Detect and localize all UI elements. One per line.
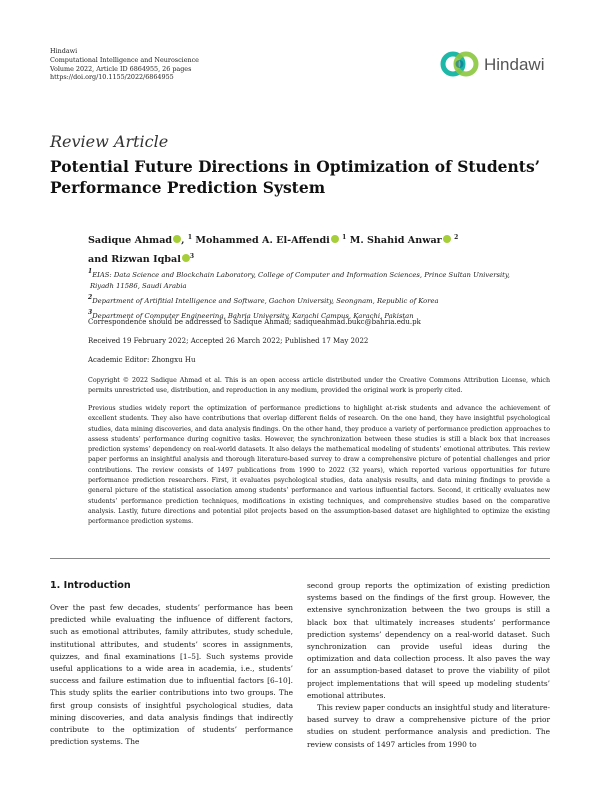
body-paragraph: second group reports the optimization of existing prediction systems based on the findings of the first group. However, the extensive synchronization between the two groups is still a black box that ultimately increases students’ performance prediction systems’ dependency on a real-world dataset. Such synchronization can provide useful ideas during the optimization and data collection process. It also paves the way for an assumption-based dataset to prove the viability of pilot project implementations that will speed up modeling students’ emotional attributes.	[307, 581, 550, 700]
article-title: Potential Future Directions in Optimization of Students’ Performance Prediction System	[50, 157, 541, 197]
article-type: Review Article	[50, 132, 169, 151]
body-column-left	[50, 580, 293, 748]
author-separator: ,	[181, 235, 188, 246]
affil-sup: 2	[88, 294, 93, 301]
affiliation-1	[88, 266, 558, 281]
affiliations	[88, 266, 558, 322]
section-divider	[50, 558, 550, 559]
author-name[interactable]: Mohammed A. El-Affendi	[195, 235, 330, 246]
author-name[interactable]: M. Shahid Anwar	[349, 235, 442, 246]
affiliation-1-cont: Riyadh 11586, Saudi Arabia	[90, 282, 187, 290]
doi-link[interactable]: https://doi.org/10.1155/2022/6864955	[50, 73, 174, 82]
journal-name: Computational Intelligence and Neuroscience	[50, 55, 199, 64]
publisher-name: Hindawi	[50, 47, 78, 55]
correspondence: Correspondence should be addressed to Sadique Ahmad; sadiqueahmad.bukc@bahria.edu.pk	[88, 318, 421, 326]
body-paragraph: Over the past few decades, students’ performance has been predicted while evaluating the influence of different factors, such as emotional attributes, family attributes, study schedule, institutional attributes, and students’ scores in assignments, quizzes, and final examinations [1–5]. Such systems provide useful applications to a wide area in academia, i.e., students’ success and failure estimation due to influential factors [6–10]. This study splits the earlier contributions into two groups. The first group consists of insightful psychological studies, data mining discoveries, and data analysis findings that indirectly contribute to the optimization of students’ performance prediction systems. The	[50, 603, 293, 747]
author-affil-sup: 1	[342, 234, 347, 241]
body-column-right	[307, 580, 550, 751]
academic-editor: Academic Editor: Zhongxu Hu	[88, 356, 196, 364]
copyright-notice: Copyright © 2022 Sadique Ahmad et al. This is an open access article distributed under the Creative Commons Attribution License, which permits unrestricted use, distribution, and reproduction in any medium, provided the original work is properly cited.	[88, 377, 550, 394]
affil-text: Department of Artifitial Intelligence and Software, Gachon University, Seongnam, Republic of Korea	[92, 297, 439, 305]
orcid-icon[interactable]	[173, 235, 181, 243]
author-list	[88, 230, 558, 268]
author-name[interactable]: Sadique Ahmad	[88, 235, 173, 246]
volume-line: Volume 2022, Article ID 6864955, 26 pages	[50, 64, 192, 73]
abstract: Previous studies widely report the optimization of performance predictions to highlight at-risk students and advance the achievement of excellent students. They also have contributions that overlap different fields of research. On the one hand, they have insightful psychological studies, data mining discoveries, and data analysis findings. On the other hand, they produce a variety of performance prediction approaches to assess students’ performance during cognitive tasks. However, the synchronization between these studies is still a black box that increases prediction systems’ dependency on real-world datasets. It also delays the mathematical modeling of students’ emotional attributes. This review paper performs an insightful analysis and thorough literature-based survey to draw a comprehensive picture of potential challenges and prior contributions. The review consists of 1497 publications from 1990 to 2022 (32 years), which reported various opportunities for future performance prediction researchers. First, it evaluates psychological studies, data analysis results, and data mining findings to provide a general picture of the statistical association among students’ performance and various influential factors. Second, it critically evaluates new students’ performance prediction techniques, modifications in existing techniques, and comprehensive studies based on the comparative analysis. Lastly, future directions and potential pilot projects based on the assumption-based dataset are highlighted to optimize the existing performance prediction systems.	[88, 405, 550, 526]
orcid-icon[interactable]	[182, 254, 190, 262]
affiliation-2	[88, 292, 558, 307]
orcid-icon[interactable]	[331, 235, 339, 243]
author-affil-sup: 2	[454, 234, 459, 241]
affil-sup: 3	[88, 309, 93, 316]
body-paragraph: This review paper conducts an insightful study and literature-based survey to draw a comprehensive picture of the prior studies on student performance analysis and prediction. The review consists of 1497 articles from 1990 to	[307, 703, 550, 749]
affil-sup: 1	[88, 268, 93, 275]
affil-text: Department of Computer Engineering, Bahria University, Karachi Campus, Karachi, Pakistan	[92, 312, 414, 320]
affil-text: EIAS: Data Science and Blockchain Laboratory, College of Computer and Information Sciences, Prince Sultan University,	[92, 271, 510, 279]
orcid-icon[interactable]	[443, 235, 451, 243]
author-affil-sup: 3	[189, 253, 195, 260]
hindawi-logo-text: Hindawi	[484, 55, 545, 74]
journal-meta	[50, 47, 199, 82]
author-affil-sup: 1	[187, 234, 192, 241]
publication-dates: Received 19 February 2022; Accepted 26 March 2022; Published 17 May 2022	[88, 337, 369, 345]
section-heading: 1. Introduction	[50, 580, 131, 591]
author-name[interactable]: and Rizwan Iqbal	[88, 254, 181, 265]
